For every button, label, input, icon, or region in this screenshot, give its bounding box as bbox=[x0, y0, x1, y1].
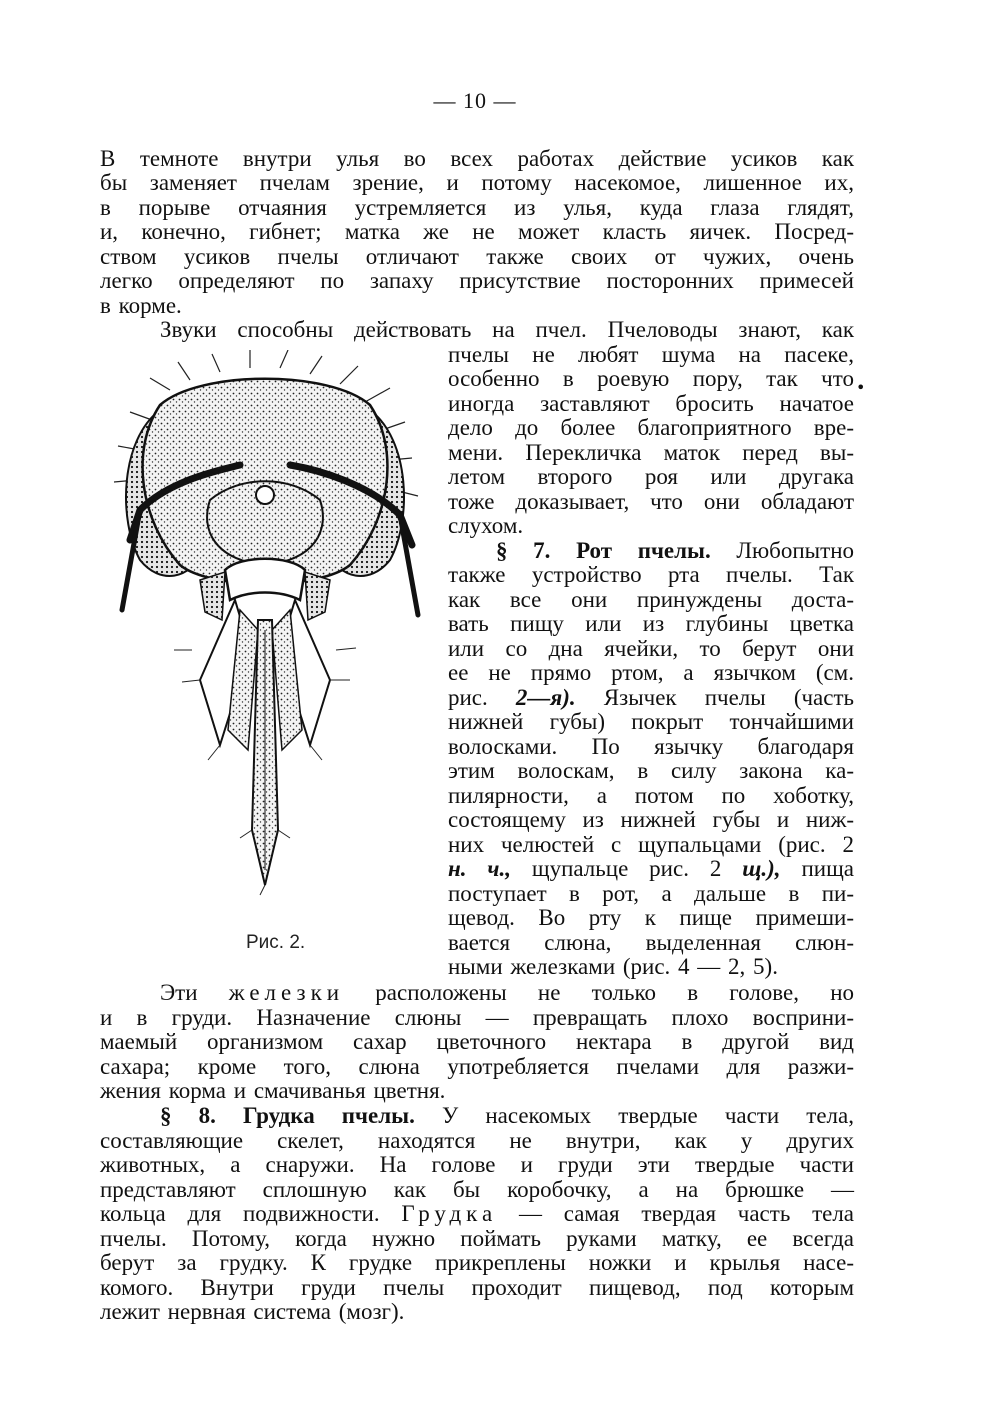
bee-head-illustration bbox=[100, 350, 440, 900]
text-line: тоже доказывает, что они обладают bbox=[448, 489, 854, 514]
text-line: лежит нервная система (мозг). bbox=[100, 1299, 405, 1324]
text-line: маемый организмом сахар цветочного нектара в другой вид bbox=[100, 1029, 854, 1054]
section-8-heading: § 8. Грудка пчелы. bbox=[160, 1103, 415, 1128]
text-line: животных, а снаружи. На голове и груди эти твердые части bbox=[100, 1152, 854, 1177]
text-line: вать пищу или из глубины цветка bbox=[448, 611, 854, 636]
figure-ref: 2—я). bbox=[515, 685, 576, 710]
text-line: в порыве отчаяния устремляется из улья, куда глаза глядят, bbox=[100, 195, 854, 220]
text-line: легко определяют по запаху присутствие посторонних примесей bbox=[100, 268, 854, 293]
text-span: пища bbox=[801, 856, 854, 881]
text-line: берут за грудку. К грудке прикреплены ножки и крылья насе- bbox=[100, 1250, 854, 1275]
text-line: Звуки способны действовать на пчел. Пчеловоды знают, как bbox=[160, 317, 854, 342]
text-span: кольца для подвижности. bbox=[100, 1201, 380, 1226]
text-line: ее не прямо ртом, а язычком (см. bbox=[448, 660, 854, 685]
text-span: Эти bbox=[160, 980, 198, 1005]
text-line: них челюстей с щупальцами (рис. 2 bbox=[448, 832, 854, 857]
section-7-first-line bbox=[496, 539, 854, 563]
text-line: ными железками (рис. 4 — 2, 5). bbox=[448, 954, 778, 979]
margin-mark: • bbox=[856, 378, 866, 397]
text-line: особенно в роевую пору, так что bbox=[448, 366, 854, 391]
figure-ref: щ.), bbox=[742, 856, 781, 881]
text-line: или со дна ячейки, то берут они bbox=[448, 636, 854, 661]
text-line: и в груди. Назначение слюны — превращать плохо восприни- bbox=[100, 1005, 854, 1030]
text-span: расположены не только в голове, но bbox=[375, 980, 854, 1005]
text-line: нижней губы) покрыт тончайшими bbox=[448, 709, 854, 734]
text-line: комого. Внутри груди пчелы проходит пищевод, под которым bbox=[100, 1275, 854, 1300]
spaced-term: железки bbox=[228, 980, 345, 1005]
text-line: также устройство рта пчелы. Так bbox=[448, 562, 854, 587]
figure-ref: н. ч., bbox=[448, 856, 511, 881]
text-line: бы заменяет пчелам зрение, и потому насекомое, лишенное их, bbox=[100, 170, 854, 195]
text-span: Любопытно bbox=[736, 538, 854, 563]
text-line: в корме. bbox=[100, 293, 182, 318]
text-line: составляющие скелет, находятся не внутри, как у других bbox=[100, 1128, 854, 1153]
text-line: дело до более благоприятного вре- bbox=[448, 415, 854, 440]
spaced-term: Грудка bbox=[401, 1201, 498, 1226]
text-line: летом второго роя или другака bbox=[448, 464, 854, 489]
text-line: слухом. bbox=[448, 513, 524, 538]
text-line: вается слюна, выделенная слюн- bbox=[448, 930, 854, 955]
text-line: сахара; кроме того, слюна употребляется пчелами для разжи- bbox=[100, 1054, 854, 1079]
text-line: пчелы. Потому, когда нужно поймать руками матку, ее всегда bbox=[100, 1226, 854, 1251]
text-span: У насекомых твердые части тела, bbox=[441, 1103, 854, 1128]
text-span: рис. bbox=[448, 685, 488, 710]
text-line: поступает в рот, а дальше в пи- bbox=[448, 881, 854, 906]
text-line: мени. Перекличка маток перед вы- bbox=[448, 440, 854, 465]
figure-caption: Рис. 2. bbox=[246, 932, 306, 953]
text-line: этим волоскам, в силу закона ка- bbox=[448, 758, 854, 783]
text-line bbox=[160, 981, 854, 1005]
text-line: щевод. Во рту к пище примеши- bbox=[448, 905, 854, 930]
text-line: иногда заставляют бросить начатое bbox=[448, 391, 854, 416]
text-line bbox=[448, 686, 854, 710]
section-8-first-line bbox=[160, 1104, 854, 1128]
text-line: ством усиков пчелы отличают также своих от чужих, очень bbox=[100, 244, 854, 269]
section-7-heading: § 7. Рот пчелы. bbox=[496, 538, 711, 563]
text-line: пилярности, а потом по хоботку, bbox=[448, 783, 854, 808]
page-number: — 10 — bbox=[433, 88, 517, 113]
text-line bbox=[100, 1202, 854, 1226]
text-line: волосками. По язычку благодаря bbox=[448, 734, 854, 759]
text-line: пчелы не любят шума на пасеке, bbox=[448, 342, 854, 367]
text-line: представляют сплошную как бы коробочку, а на брюшке — bbox=[100, 1177, 854, 1202]
text-line: жения корма и смачиванья цветня. bbox=[100, 1078, 446, 1103]
text-span: Язычек пчелы (часть bbox=[603, 685, 855, 710]
text-span: щупальце рис. 2 bbox=[531, 856, 722, 881]
text-span: — самая твердая часть тела bbox=[518, 1201, 855, 1226]
text-line: В темноте внутри улья во всех работах действие усиков как bbox=[100, 146, 854, 171]
text-line bbox=[448, 857, 854, 881]
text-line: и, конечно, гибнет; матка же не может класть яичек. Посред- bbox=[100, 219, 854, 244]
text-line: как все они принуждены доста- bbox=[448, 587, 854, 612]
text-line: состоящему из нижней губы и ниж- bbox=[448, 807, 854, 832]
